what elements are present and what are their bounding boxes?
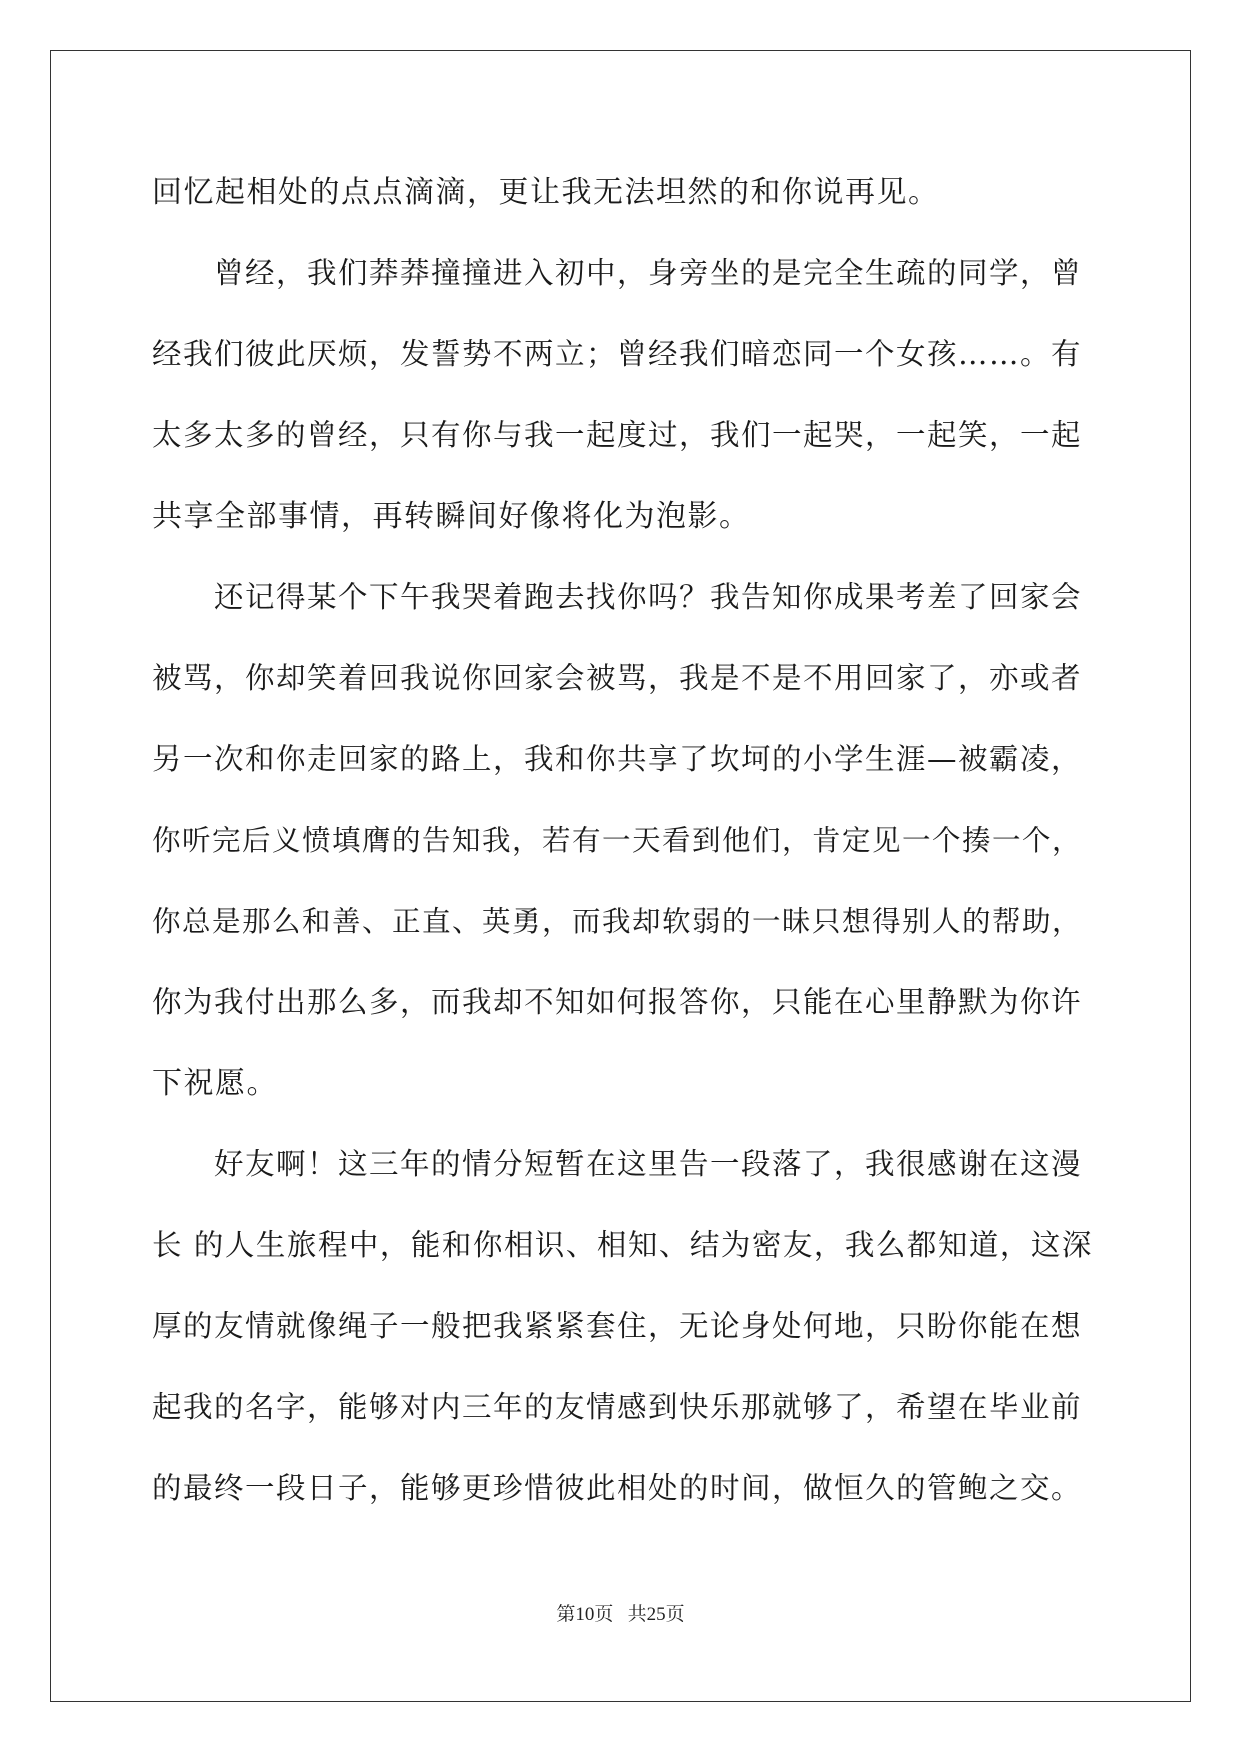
text-line: 你听完后义愤填膺的告知我，若有一天看到他们，肯定见一个揍一个， — [152, 824, 1083, 857]
text-line: 被骂，你却笑着回我说你回家会被骂，我是不是不用回家了，亦或者 — [152, 661, 1083, 695]
text-line: 共享全部事情，再转瞬间好像将化为泡影。 — [152, 499, 751, 534]
text-line: 太多太多的曾经，只有你与我一起度过，我们一起哭，一起笑，一起 — [152, 418, 1083, 452]
text-line: 的最终一段日子，能够更珍惜彼此相处的时间，做恒久的管鲍之交。 — [152, 1471, 1083, 1505]
text-line: 还记得某个下午我哭着跑去找你吗？我告知你成果考差了回家会 — [214, 580, 1083, 614]
page-number-footer: 第10页 共25页 — [556, 1604, 685, 1625]
text-line: 起我的名字，能够对内三年的友情感到快乐那就够了，希望在毕业前 — [152, 1390, 1083, 1424]
document-body — [152, 152, 1092, 1529]
text-line: 你总是那么和善、正直、英勇，而我却软弱的一昧只想得别人的帮助， — [152, 905, 1083, 938]
text-line: 回忆起相处的点点滴滴，更让我无法坦然的和你说再见。 — [152, 175, 940, 210]
text-line: 下祝愿。 — [152, 1066, 278, 1101]
text-line: 曾经，我们莽莽撞撞进入初中，身旁坐的是完全生疏的同学，曾 — [214, 256, 1083, 290]
text-line: 另一次和你走回家的路上，我和你共享了坎坷的小学生涯—被霸凌， — [152, 742, 1083, 776]
text-line: 好友啊！这三年的情分短暂在这里告一段落了，我很感谢在这漫 — [214, 1147, 1083, 1181]
text-line: 经我们彼此厌烦，发誓势不两立；曾经我们暗恋同一个女孩……。有 — [152, 337, 1083, 371]
text-line: 你为我付出那么多，而我却不知如何报答你，只能在心里静默为你许 — [152, 985, 1083, 1019]
text-line: 长 的人生旅程中，能和你相识、相知、结为密友，我么都知道，这深 — [152, 1228, 1093, 1262]
text-line: 厚的友情就像绳子一般把我紧紧套住，无论身处何地，只盼你能在想 — [152, 1309, 1083, 1343]
